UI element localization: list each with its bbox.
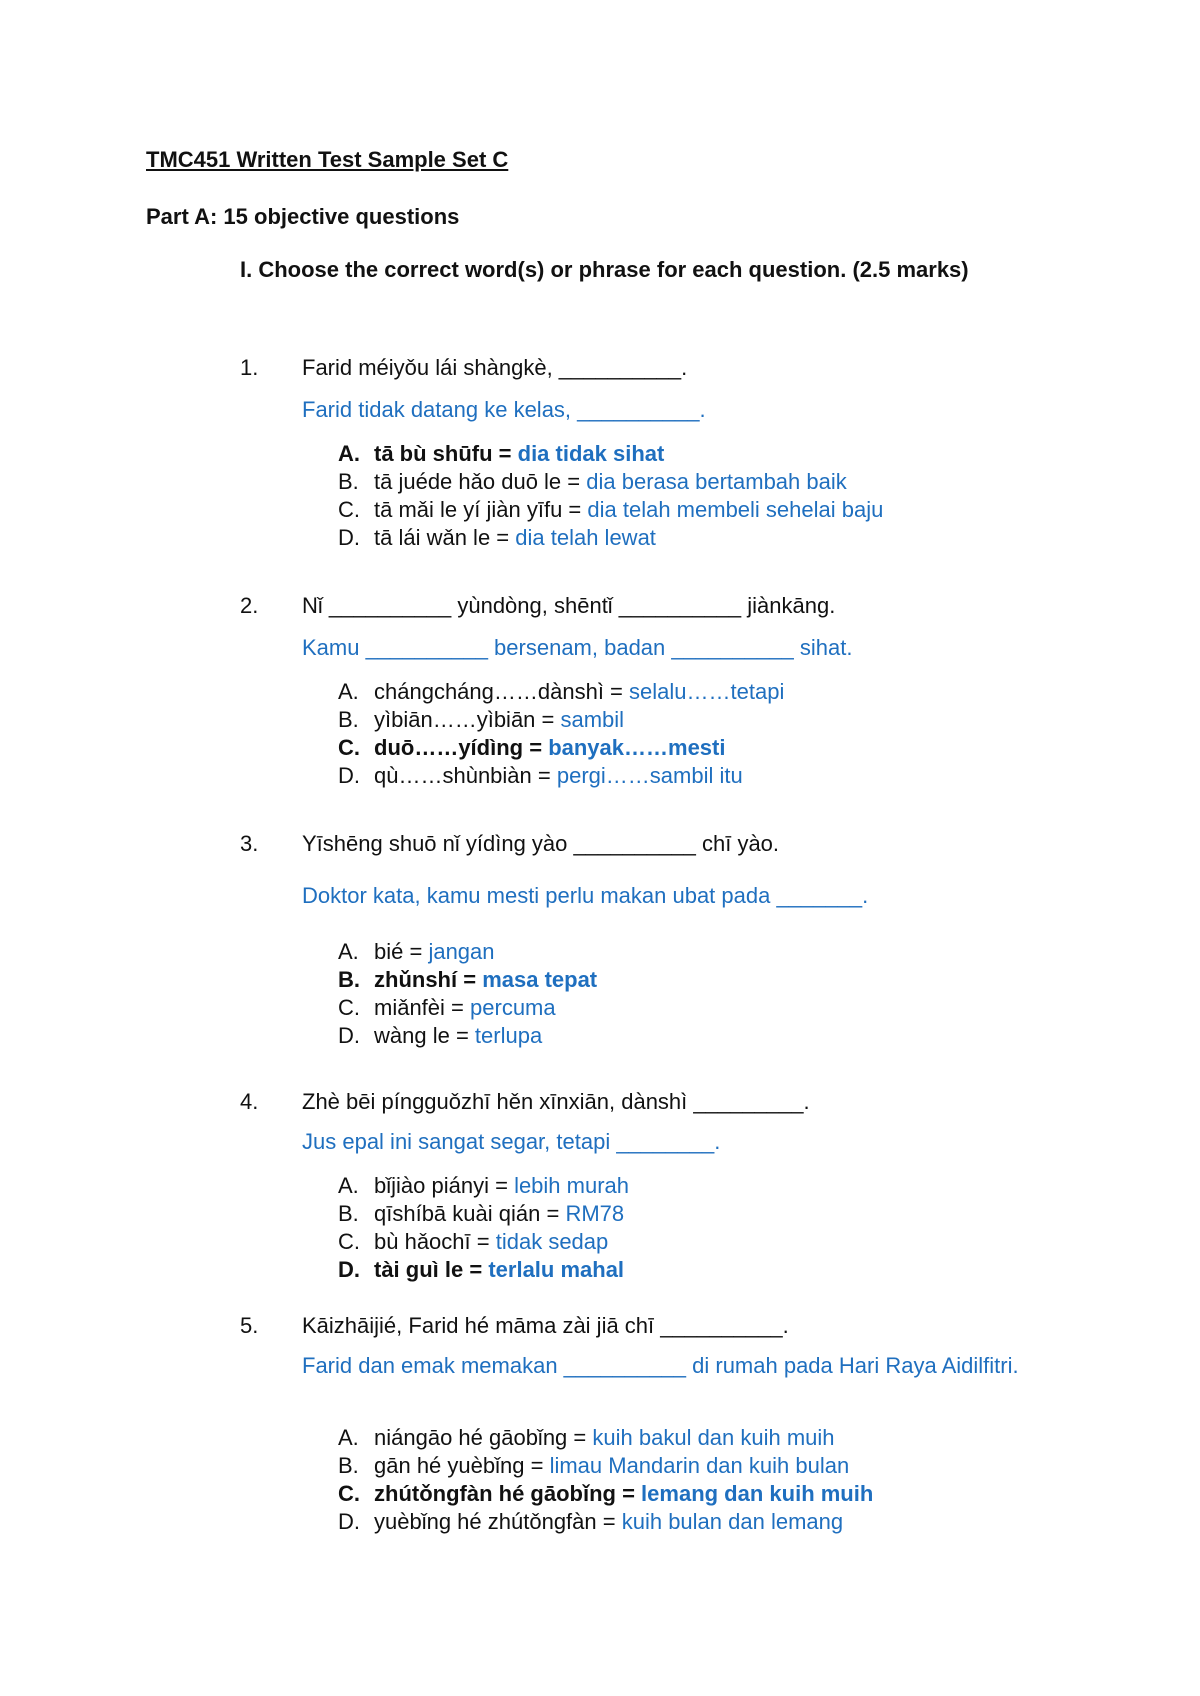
- option-pinyin: gān hé yuèbǐng =: [374, 1453, 544, 1478]
- option-letter: B.: [338, 1453, 359, 1478]
- option-b: [338, 966, 597, 994]
- option-a: [338, 1424, 835, 1452]
- option-d: [338, 1022, 542, 1050]
- option-pinyin: wàng le =: [374, 1023, 469, 1048]
- option-malay: pergi……sambil itu: [556, 763, 743, 788]
- option-pinyin: miǎnfèi =: [374, 995, 464, 1020]
- option-pinyin: duō……yídìng =: [374, 735, 543, 760]
- option-malay: limau Mandarin dan kuih bulan: [549, 1453, 850, 1478]
- question-pinyin: Zhè bēi píngguǒzhī hěn xīnxiān, dànshì _________.: [302, 1089, 810, 1114]
- option-pinyin: chángcháng……dànshì =: [374, 679, 623, 704]
- option-letter: D.: [338, 525, 360, 550]
- option-malay: kuih bakul dan kuih muih: [592, 1425, 835, 1450]
- option-a: [338, 1172, 629, 1200]
- question-malay: Farid tidak datang ke kelas, __________.: [302, 397, 706, 422]
- option-malay: masa tepat: [482, 967, 598, 992]
- option-malay: kuih bulan dan lemang: [621, 1509, 844, 1534]
- option-letter: D.: [338, 763, 360, 788]
- question-pinyin: Farid méiyǒu lái shàngkè, __________.: [302, 355, 688, 380]
- option-b: [338, 468, 847, 496]
- option-pinyin: yìbiān……yìbiān =: [374, 707, 555, 732]
- option-b: [338, 1200, 624, 1228]
- option-letter: C.: [338, 995, 360, 1020]
- option-c: [338, 1480, 873, 1508]
- option-letter: B.: [338, 967, 360, 992]
- option-d: [338, 524, 656, 552]
- option-letter: C.: [338, 735, 360, 760]
- question-number: 4.: [240, 1089, 259, 1114]
- option-pinyin: tā lái wǎn le =: [374, 525, 510, 550]
- option-pinyin: zhútǒngfàn hé gāobǐng =: [374, 1481, 635, 1506]
- question-malay: Farid dan emak memakan __________ di rumah pada Hari Raya Aidilfitri.: [302, 1353, 1019, 1378]
- option-malay: terlalu mahal: [488, 1257, 625, 1282]
- option-pinyin: tài guì le =: [374, 1257, 483, 1282]
- option-letter: B.: [338, 707, 359, 732]
- question-malay: Kamu __________ bersenam, badan __________ sihat.: [302, 635, 853, 660]
- question-number: 2.: [240, 593, 259, 618]
- option-a: [338, 678, 784, 706]
- option-letter: B.: [338, 1201, 359, 1226]
- option-letter: D.: [338, 1509, 360, 1534]
- option-letter: A.: [338, 1173, 359, 1198]
- question-number: 3.: [240, 831, 259, 856]
- question-malay: Doktor kata, kamu mesti perlu makan ubat pada _______.: [302, 883, 869, 908]
- option-d: [338, 762, 743, 790]
- question-pinyin: Nǐ __________ yùndòng, shēntǐ __________ jiànkāng.: [302, 593, 836, 618]
- option-malay: dia berasa bertambah baik: [586, 469, 847, 494]
- option-pinyin: tā juéde hǎo duō le =: [374, 469, 581, 494]
- option-pinyin: qù……shùnbiàn =: [374, 763, 551, 788]
- option-d: [338, 1256, 624, 1284]
- option-c: [338, 496, 883, 524]
- option-c: [338, 1228, 608, 1256]
- option-letter: D.: [338, 1023, 360, 1048]
- option-malay: terlupa: [474, 1023, 543, 1048]
- question-pinyin: Yīshēng shuō nǐ yídìng yào __________ chī yào.: [302, 831, 780, 856]
- part-a-heading: Part A: 15 objective questions: [146, 204, 460, 229]
- option-letter: C.: [338, 1481, 360, 1506]
- option-letter: B.: [338, 469, 359, 494]
- option-malay: dia telah lewat: [515, 525, 656, 550]
- option-letter: A.: [338, 441, 360, 466]
- option-letter: C.: [338, 497, 360, 522]
- option-pinyin: yuèbǐng hé zhútǒngfàn =: [374, 1509, 616, 1534]
- option-c: [338, 734, 725, 762]
- option-pinyin: bié =: [374, 939, 423, 964]
- question-number: 1.: [240, 355, 259, 380]
- option-malay: dia telah membeli sehelai baju: [587, 497, 884, 522]
- option-malay: percuma: [470, 995, 556, 1020]
- option-pinyin: qīshíbā kuài qián =: [374, 1201, 560, 1226]
- option-malay: jangan: [428, 939, 495, 964]
- option-letter: C.: [338, 1229, 360, 1254]
- option-letter: A.: [338, 939, 359, 964]
- question-number: 5.: [240, 1313, 259, 1338]
- option-malay: selalu……tetapi: [629, 679, 785, 704]
- option-letter: D.: [338, 1257, 360, 1282]
- option-malay: sambil: [560, 707, 625, 732]
- option-malay: RM78: [565, 1201, 625, 1226]
- option-b: [338, 1452, 849, 1480]
- option-pinyin: niángāo hé gāobǐng =: [374, 1425, 587, 1450]
- option-pinyin: tā mǎi le yí jiàn yīfu =: [374, 497, 582, 522]
- option-malay: tidak sedap: [495, 1229, 609, 1254]
- option-malay: banyak……mesti: [548, 735, 726, 760]
- option-a: [338, 440, 664, 468]
- option-pinyin: bǐjiào piányi =: [374, 1173, 508, 1198]
- option-b: [338, 706, 624, 734]
- option-pinyin: tā bù shūfu =: [374, 441, 512, 466]
- option-d: [338, 1508, 843, 1536]
- section-instruction: I. Choose the correct word(s) or phrase for each question. (2.5 marks): [240, 257, 969, 282]
- option-letter: A.: [338, 679, 359, 704]
- option-pinyin: zhǔnshí =: [374, 967, 477, 992]
- option-malay: lebih murah: [514, 1173, 630, 1198]
- option-a: [338, 938, 495, 966]
- option-letter: A.: [338, 1425, 359, 1450]
- question-malay: Jus epal ini sangat segar, tetapi ________.: [302, 1129, 721, 1154]
- option-pinyin: bù hǎochī =: [374, 1229, 490, 1254]
- question-pinyin: Kāizhāijié, Farid hé māma zài jiā chī __________.: [302, 1313, 789, 1338]
- document-title: TMC451 Written Test Sample Set C: [146, 147, 509, 172]
- option-c: [338, 994, 556, 1022]
- option-malay: lemang dan kuih muih: [641, 1481, 874, 1506]
- option-malay: dia tidak sihat: [517, 441, 665, 466]
